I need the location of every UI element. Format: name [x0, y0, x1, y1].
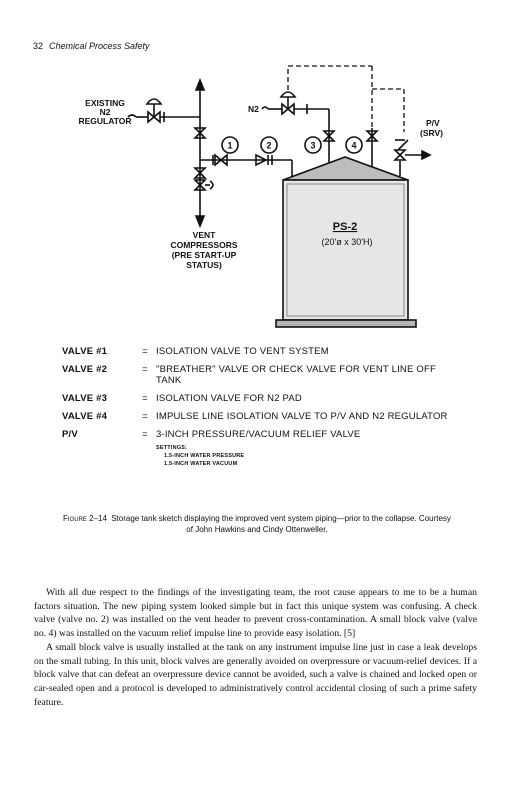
legend-desc: "BREATHER" VALVE OR CHECK VALVE FOR VENT LINE OFF TANK: [156, 364, 436, 386]
svg-text:2: 2: [266, 140, 272, 151]
svg-text:3: 3: [310, 140, 316, 151]
legend-key: P/V: [62, 429, 78, 440]
svg-text:4: 4: [351, 140, 357, 151]
existing-regulator-label-1: EXISTING: [85, 98, 125, 108]
page-number: 32: [33, 41, 44, 51]
running-title: Chemical Process Safety: [49, 41, 150, 51]
settings-pressure: 1.5-INCH WATER PRESSURE: [164, 453, 245, 459]
legend-key: VALVE #4: [62, 411, 108, 422]
legend-key: VALVE #3: [62, 393, 108, 404]
valve-legend: [62, 346, 462, 468]
existing-regulator-label-2: N2: [99, 107, 111, 117]
paragraph: With all due respect to the findings of the investigating team, the root cause appears to me to be a human factors situation. The new piping system looked simple but in fact this unique system was confusing. A check valve (valve no. 2) was installed on the vent header to prevent cross-contamination. A small block valve (valve no. 4) was installed on the vacuum relief impulse line to provide easy isolation. [5]: [34, 587, 477, 640]
valve-number-3: [305, 137, 321, 153]
existing-regulator-label-3: REGULATOR: [78, 116, 132, 126]
srv-label: (SRV): [420, 128, 443, 138]
legend-sep: =: [142, 393, 148, 404]
legend-sep: =: [142, 346, 148, 357]
tank-name: PS-2: [332, 221, 358, 233]
vent-label-4: STATUS): [186, 260, 222, 270]
legend-key: VALVE #1: [62, 346, 108, 357]
settings-title: SETTINGS:: [156, 445, 188, 451]
figure-label: Figure 2–14: [63, 514, 107, 523]
pv-label: P/V: [426, 118, 440, 128]
legend-desc: IMPULSE LINE ISOLATION VALVE TO P/V AND N2 REGULATOR: [156, 411, 448, 422]
pv-relief-valve: [395, 140, 430, 176]
impulse-lines: [288, 66, 404, 132]
legend-row: [62, 346, 462, 357]
legend-row: [62, 411, 462, 422]
vent-label-1: VENT: [192, 230, 216, 240]
tank-size: (20'ø x 30'H): [321, 237, 373, 247]
legend-sep: =: [142, 429, 148, 440]
valve-number-2: [261, 137, 277, 153]
vent-label-2: COMPRESSORS: [170, 240, 238, 250]
legend-row: [62, 364, 462, 386]
settings-vacuum: 1.5-INCH WATER VACUUM: [164, 461, 238, 467]
figure-caption: [62, 513, 452, 535]
legend-desc: ISOLATION VALVE TO VENT SYSTEM: [156, 346, 329, 357]
legend-sep: =: [142, 411, 148, 422]
body-text: [34, 586, 477, 709]
n2-label: N2: [248, 104, 259, 114]
paragraph: A small block valve is usually installed at the tank on any instrument impulse line just in case a leak develops on the small tubing. In this unit, block valves are generally avoided on overpressure or vacuum-relief devices. If a block valve that can defeat an overpressure device cannot be avoided, such a valve is chained and locked open or car-sealed open and a protocol is developed to administratively control accidental closing of such a prime safety feature.: [34, 641, 477, 708]
legend-sep: =: [142, 364, 148, 375]
storage-tank-diagram: [0, 0, 511, 345]
existing-regulator-symbol: [128, 99, 200, 122]
legend-row: [62, 393, 462, 404]
valve-number-4: [346, 137, 362, 153]
figure-caption-text: Storage tank sketch displaying the improved vent system piping—prior to the collapse. Courtesy of John Hawkins and Cindy Ottenweller.: [111, 514, 451, 534]
legend-desc: ISOLATION VALVE FOR N2 PAD: [156, 393, 302, 404]
vent-line: [200, 155, 292, 178]
vent-header-pipe: [195, 80, 213, 226]
pv-settings: [156, 444, 462, 468]
legend-desc: 3-INCH PRESSURE/VACUUM RELIEF VALVE: [156, 429, 361, 440]
vent-label-3: (PRE START-UP: [171, 250, 237, 260]
valve-number-1: [222, 137, 238, 153]
legend-key: VALVE #2: [62, 364, 108, 375]
svg-text:1: 1: [227, 140, 233, 151]
legend-row: [62, 429, 462, 440]
